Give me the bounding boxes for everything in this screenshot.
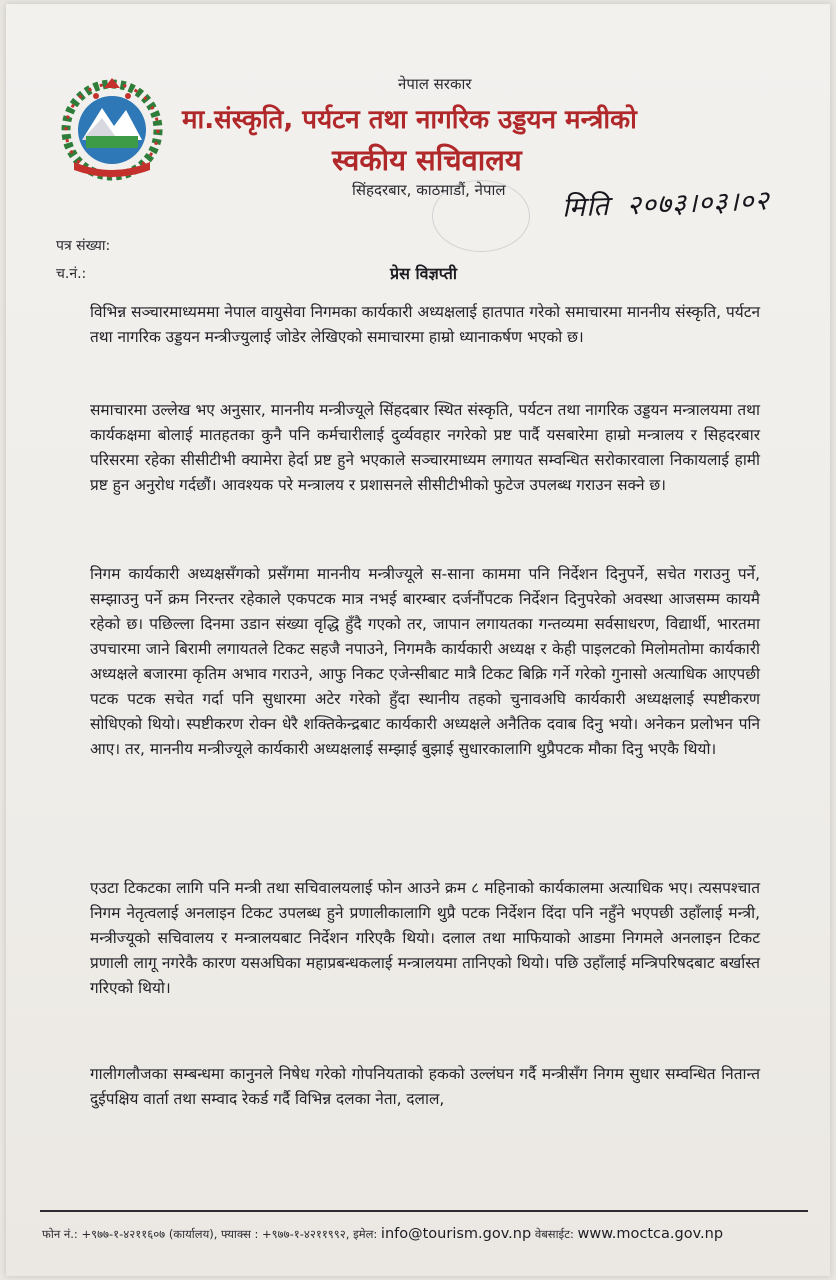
government-name: नेपाल सरकार bbox=[398, 75, 472, 93]
body-paragraph-1: विभिन्न सञ्चारमाध्यममा नेपाल वायुसेवा निगमका कार्यकारी अध्यक्षलाई हातपात गरेको समाचारमा माननीय संस्कृति, पर्यटन तथा नागरिक उड्डयन मन्त्रीज्युलाई जोडेर लेखिएको समाचारमा हाम्रो ध्यानाकर्षण भएको छ। bbox=[90, 303, 760, 346]
office-address: सिंहदरबार, काठमाडौं, नेपाल bbox=[352, 181, 506, 199]
letter-page bbox=[6, 4, 830, 1276]
footer-phone: फोन नं.: +९७७-१-४२११६०७ (कार्यालय), bbox=[42, 1227, 218, 1241]
footer-email-label: इमेल: bbox=[353, 1227, 378, 1241]
footer-website-label: वेबसाईट: bbox=[534, 1227, 574, 1241]
nepal-emblem-icon bbox=[56, 74, 168, 182]
footer-divider bbox=[40, 1210, 808, 1212]
press-release-title: प्रेस विज्ञप्ती bbox=[390, 264, 457, 283]
ministry-name: मा.संस्कृति, पर्यटन तथा नागरिक उड्डयन मन्त्रीको bbox=[182, 105, 637, 135]
body-paragraph-2: समाचारमा उल्लेख भए अनुसार, माननीय मन्त्रीज्यूले सिंहदबार स्थित संस्कृति, पर्यटन तथा नागरिक उड्डयन मन्त्रालयमा तथा कार्यकक्षमा बोलाई मातहतका कुनै पनि कर्मचारीलाई दुर्व्यवहार नगरेको प्रष्ट पार्दै यसबारेमा हाम्रो मन्त्रालय र सिहदरबार परिसरमा रहेका सीसीटीभी क्यामेरा हेर्दा प्रष्ट हुने भएकाले सञ्चारमाध्यम लगायत सम्वन्धित सरोकारवाला निकायलाई हामी प्रष्ट हुन अनुरोध गर्दछौं। आवश्यक परे मन्त्रालय र प्रशासनले सीसीटीभीको फुटेज उपलब्ध गराउन सक्ने छ। bbox=[90, 401, 760, 494]
footer-contact bbox=[42, 1226, 806, 1242]
footer-fax: फ्याक्स : +९७७-१-४२११९९२, bbox=[221, 1227, 350, 1241]
footer-email-link[interactable]: info@tourism.gov.np bbox=[380, 1226, 532, 1242]
office-stamp-icon bbox=[432, 180, 530, 252]
body-paragraph-3: निगम कार्यकारी अध्यक्षसँगको प्रसँगमा माननीय मन्त्रीज्यूले स-साना काममा पनि निर्देशन दिनुपर्ने, सचेत गराउनु पर्ने, सम्झाउनु पर्ने क्रम निरन्तर रहेकाले एकपटक मात्र नभई बारम्बार दर्जनौंपटक निर्देशन दिनुपरेको अवस्था आजसम्म कायमै रहेको छ। पछिल्ला दिनमा उडान संख्या वृद्धि हुँदै गएको तर, जापान लगायतका गन्तव्यमा सर्वसाधरण, विद्यार्थी, भारतमा उपचारमा जाने बिरामी लगायतले टिकट सहजै नपाउने, निगमकै कार्यकारी अध्यक्ष र केही पाइलटको मिलोमतोमा कार्यकारी अध्यक्षले बजारमा कृतिम अभाव गराउने, आफु निकट एजेन्सीबाट मात्रै टिकट बिक्रि गर्ने गरेको गुनासो अत्याधिक आएपछी पटक पटक सचेत गर्दा पनि सुधारमा अटेर गरेको हुँदा स्थानीय तहको चुनावअघि कार्यकारी अध्यक्षलाई स्पष्टीकरण सोधिएको थियो। स्पष्टीकरण रोक्न धेरै शक्तिकेन्द्रबाट कार्यकारी अध्यक्षले अनैतिक दवाब दिनु भयो। अनेकन प्रलोभन पनि आए। तर, माननीय मन्त्रीज्यूले कार्यकारी अध्यक्षलाई सम्झाई बुझाई सुधारकालागि थुप्रैपटक मौका दिनु भएकै थियो। bbox=[90, 565, 760, 758]
letter-number-label: पत्र संख्या: bbox=[56, 238, 111, 254]
secretariat-name: स्वकीय सचिवालय bbox=[332, 143, 522, 177]
footer-website-link[interactable]: www.moctca.gov.np bbox=[577, 1226, 724, 1242]
handwritten-date: मिति २०७३।०३।०२ bbox=[561, 185, 771, 224]
dispatch-number-label: च.नं.: bbox=[56, 266, 87, 282]
body-paragraph-4: एउटा टिकटका लागि पनि मन्त्री तथा सचिवालयलाई फोन आउने क्रम ८ महिनाको कार्यकालमा अत्याधिक भए। त्यसपश्चात निगम नेतृत्वलाई अनलाइन टिकट उपलब्ध हुने प्रणालीकालागि थुप्रै पटक निर्देशन दिंदा पनि नहुँने भएपछी उहाँलाई मन्त्री, मन्त्रीज्यूको सचिवालय र मन्त्रालयबाट निर्देशन गरिएकै थियो। दलाल तथा माफियाको आडमा निगमले अनलाइन टिकट प्रणाली लागू नगरेकै कारण यसअघिका महाप्रबन्धकलाई मन्त्रालयमा तानिएको थियो। पछि उहाँलाई मन्त्रिपरिषदबाट बर्खास्त गरिएको थियो। bbox=[90, 879, 760, 997]
body-paragraph-5: गालीगलौजका सम्बन्धमा कानुनले निषेध गरेको गोपनियताको हकको उल्लंघन गर्दै मन्त्रीसँग निगम सुधार सम्वन्धित नितान्त दुईपक्षिय वार्ता तथा सम्वाद रेकर्ड गर्दै विभिन्न दलका नेता, दलाल, bbox=[90, 1065, 760, 1108]
